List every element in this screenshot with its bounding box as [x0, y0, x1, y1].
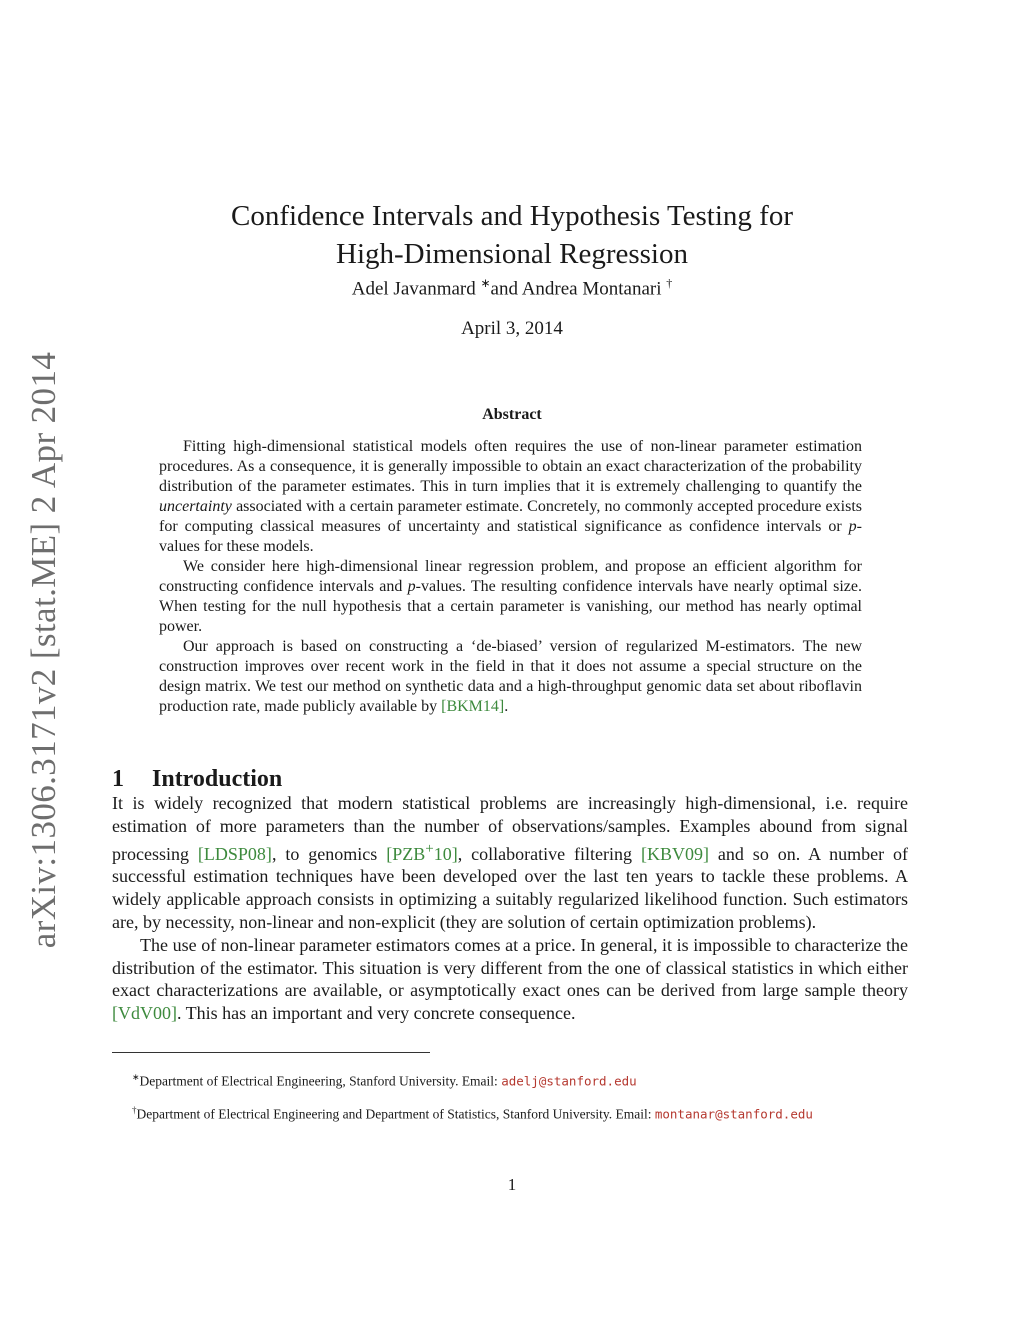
citation-pzb10[interactable]: [386, 840, 458, 864]
abstract-text: .: [504, 698, 509, 715]
title-line-1: Confidence Intervals and Hypothesis Testing for: [230, 200, 793, 233]
body-text: , to genomics: [271, 843, 378, 864]
page-number: 1: [507, 1175, 517, 1194]
citation-ldsp08[interactable]: [LDSP08]: [197, 843, 272, 864]
author-mark-1[interactable]: ∗: [480, 276, 491, 290]
abstract-text: associated with a certain parameter estimate. Concretely, no commonly accepted procedure exists for computing classical measures of uncertainty and statistical significance as confidence intervals or: [159, 498, 863, 535]
citation-pzb10-end: 10]: [433, 843, 458, 864]
citation-vdv00[interactable]: [VdV00]: [112, 1003, 177, 1024]
email-link-montanari[interactable]: montanar@stanford.edu: [654, 1106, 813, 1121]
footnote-mark-2: †: [132, 1104, 137, 1115]
author-javanmard: Adel Javanmard: [351, 278, 476, 300]
body-text: The use of non-linear parameter estimators comes at a price. In general, it is impossible to characterize the distribution of the estimator. This situation is very different from the one of classical statistics in which either exact characterizations are available, or asymptotically exact ones can be derived from large sample theory: [112, 934, 908, 1001]
title-line-2: High-Dimensional Regression: [336, 238, 688, 271]
abstract-text: Fitting high-dimensional statistical models often requires the use of non-linear parameter estimation procedures. As a consequence, it is generally impossible to obtain an exact characterization of the probability distribution of the parameter estimates. This in turn implies that it is extremely challenging to quantify the: [159, 438, 862, 495]
arxiv-stamp: arXiv:1306.3171v2 [stat.ME] 2 Apr 2014: [24, 351, 63, 949]
citation-bkm14[interactable]: [BKM14]: [441, 698, 505, 715]
abstract-text: -values for these models.: [159, 518, 862, 555]
abstract-paragraph-3: [159, 637, 862, 717]
footnote-rule: [112, 1052, 430, 1053]
paper-date: April 3, 2014: [461, 318, 563, 339]
p-variable: p: [848, 518, 857, 535]
section-title: Introduction: [152, 765, 283, 792]
citation-pzb10-sup: +: [425, 840, 434, 857]
author-list: [0, 276, 1024, 300]
footnote-text: Department of Electrical Engineering, Stanford University. Email:: [139, 1073, 498, 1089]
abstract-text: We consider here high-dimensional linear regression problem, and propose an efficient algorithm for constructing confidence intervals and: [159, 558, 862, 595]
author-connector: and: [490, 278, 518, 300]
section-number: 1: [112, 765, 124, 792]
body-text: and so on. A number of successful estimation techniques have been developed over the last ten years to tackle these problems. A widely applicable approach consists in optimizing a suitably regularized likelihood function. Such estimators are, by necessity, non-linear and non-explicit (they are solution of certain optimization problems).: [112, 843, 909, 932]
p-variable: p: [407, 578, 416, 595]
footnote-text: Department of Electrical Engineering and Department of Statistics, Stanford University. Email:: [136, 1106, 652, 1121]
body-text: It is widely recognized that modern statistical problems are increasingly high-dimensional, i.e. require estimation of more parameters than the number of observations/samples. Examples abound from signal processing: [112, 793, 908, 864]
intro-paragraph-1: [112, 792, 908, 934]
body-text: . This has an important and very concrete consequence.: [177, 1003, 576, 1024]
citation-pzb10-label: [PZB: [386, 843, 426, 864]
footnote-1: [112, 1068, 908, 1091]
abstract-paragraph-1: [159, 437, 862, 557]
section-heading-introduction: [112, 766, 282, 793]
abstract-heading: Abstract: [482, 406, 542, 423]
footnotes: [112, 1068, 908, 1133]
abstract-paragraph-2: [159, 557, 862, 637]
introduction-body: [112, 792, 908, 1025]
author-mark-2[interactable]: †: [666, 276, 673, 290]
abstract-text: -values. The resulting confidence intervals have nearly optimal size. When testing for the null hypothesis that a certain parameter is vanishing, our method has nearly optimal power.: [159, 578, 863, 635]
footnote-2: [112, 1101, 908, 1124]
abstract-emphasis: uncertainty: [159, 498, 232, 515]
intro-paragraph-2: [112, 934, 908, 1025]
abstract-body: [159, 437, 862, 717]
footnote-mark-1: ∗: [132, 1072, 140, 1082]
author-montanari: Andrea Montanari: [521, 278, 662, 300]
email-link-javanmard[interactable]: adelj@stanford.edu: [501, 1073, 637, 1089]
abstract-text: Our approach is based on constructing a ‘de-biased’ version of regularized M-estimators. The new construction improves over recent work in the field in that it does not assume a special structure on the design matrix. We test our method on synthetic data and a high-throughput genomic data set about riboflavin production rate, made publicly available by: [159, 638, 862, 715]
citation-kbv09[interactable]: [KBV09]: [640, 843, 709, 864]
body-text: , collaborative filtering: [457, 843, 633, 864]
paper-title: [0, 197, 1024, 273]
